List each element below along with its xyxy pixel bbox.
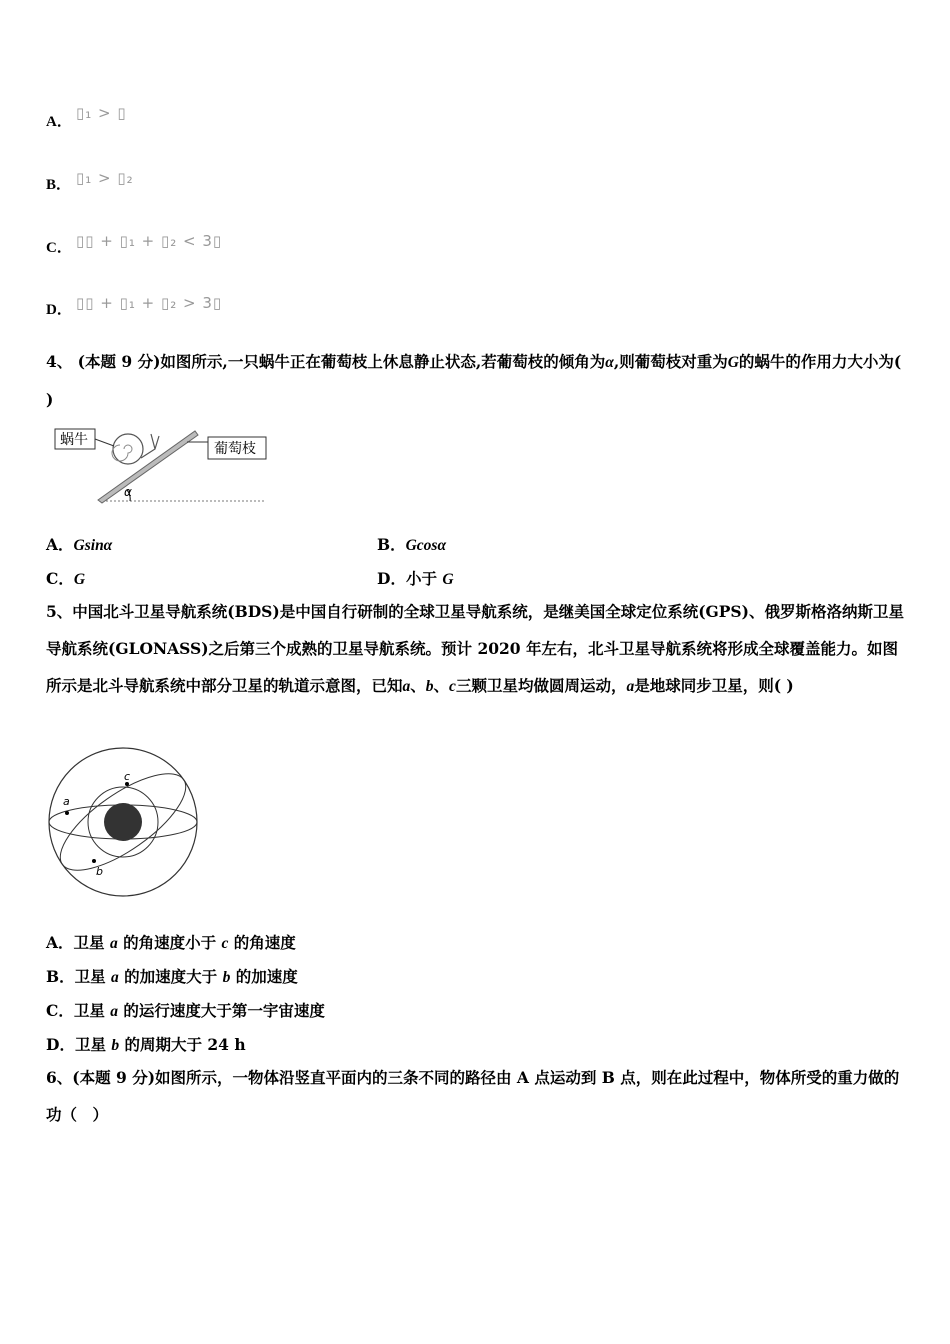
choice-label: B． [46,967,75,986]
choice-text: 的加速度大于 [118,967,223,986]
option-c [46,232,223,257]
choice-text: G [73,571,86,588]
question-5-text [46,593,911,705]
q6-text: 6、(本题 9 分)如图所示，一物体沿竖直平面内的三条不同的路径由 A 点运动到 B 点，则在此过程中，物体所受的重力做的功（ ） [46,1068,900,1124]
q5-choice-a [46,931,296,953]
choice-text: 卫星 [73,1001,111,1020]
choice-text: 的周期大于 24 h [119,1035,246,1054]
orbit-figure [45,745,203,897]
choice-text: 卫星 [73,933,110,952]
branch-label: 葡萄枝 [214,441,256,457]
q5-var-b: b [425,678,434,695]
choice-var: a [111,969,119,986]
angle-label: α [124,485,132,499]
q5-sep: 、 [433,676,450,695]
q5-var-a: a [402,678,411,695]
question-4-text [46,343,911,418]
q5-text-b: 三颗卫星均做圆周运动， [455,676,627,695]
snail-figure [50,422,270,504]
q5-choice-b [46,965,298,987]
choice-label: D． [377,569,406,588]
q5-choice-c [46,999,325,1021]
option-b [46,169,134,194]
q4-choice-d [377,567,454,589]
choice-text: G [442,571,454,588]
choice-label: D． [46,1035,75,1054]
q4-choice-b [377,533,446,555]
choice-label: A． [46,933,74,952]
q5-var-a: a [626,678,635,695]
choice-var: a [109,935,118,952]
choice-text: 卫星 [74,1035,112,1054]
option-formula: ▯▯ + ▯₁ + ▯₂ < 3▯ [76,232,223,250]
q5-sep: 、 [410,676,426,695]
q4-g: G [727,354,739,371]
option-formula: ▯₁ > ▯ [76,104,127,122]
q4-text-c: 的蜗牛的作用力大小为( ) [46,352,902,409]
snail-label: 蜗牛 [60,432,88,448]
choice-text: Gsinα [73,537,113,554]
q4-choice-a [46,533,112,555]
option-label: A． [46,114,72,130]
option-label: C． [46,240,72,256]
q5-var-c: c [449,678,456,695]
question-6-text [46,1059,911,1133]
choice-text: 的加速度 [230,967,298,986]
option-d [46,294,223,319]
choice-label: C． [46,1001,74,1020]
choice-text: 的角速度小于 [117,933,222,952]
q4-alpha: α [605,354,614,371]
q4-text-b: ,则葡萄枝对重为 [613,352,728,371]
q5-text-c: 是地球同步卫星，则( ) [634,676,794,695]
option-label: B． [46,177,72,193]
option-a [46,104,127,131]
choice-var: c [221,935,229,952]
choice-text: 的角速度 [228,933,296,952]
choice-label: C． [46,569,74,588]
q4-choice-c [46,567,85,589]
choice-var: b [111,1037,120,1054]
choice-var: a [110,1003,118,1020]
choice-text: 卫星 [74,967,112,986]
option-formula: ▯▯ + ▯₁ + ▯₂ > 3▯ [76,294,223,312]
orbit-label-b: b [96,865,103,878]
option-label: D． [46,302,72,318]
orbit-label-a: a [63,795,70,808]
choice-label: A． [46,535,74,554]
choice-label: B． [377,535,406,554]
option-formula: ▯₁ > ▯₂ [76,169,134,187]
q5-text-a: 5、中国北斗卫星导航系统(BDS)是中国自行研制的全球卫星导航系统，是继美国全球定位系统(GPS)、俄罗斯格洛纳斯卫星导航系统(GLONASS)之后第三个成熟的卫星导航系统。预计 2020 年左右，北斗卫星导航系统将形成全球覆盖能力。如图所示是北斗导航系统中部分卫星的轨道示意图，已知 [46,602,904,695]
choice-text: 的运行速度大于第一宇宙速度 [118,1001,325,1020]
choice-prefix: 小于 [405,569,443,588]
orbit-label-c: c [124,770,131,783]
q5-choice-d [46,1033,246,1055]
q4-text-a: 4、 (本题 9 分)如图所示,一只蜗牛正在葡萄枝上休息静止状态,若葡萄枝的倾角为 [46,352,606,371]
choice-text: Gcosα [405,537,447,554]
choice-var: b [222,969,231,986]
